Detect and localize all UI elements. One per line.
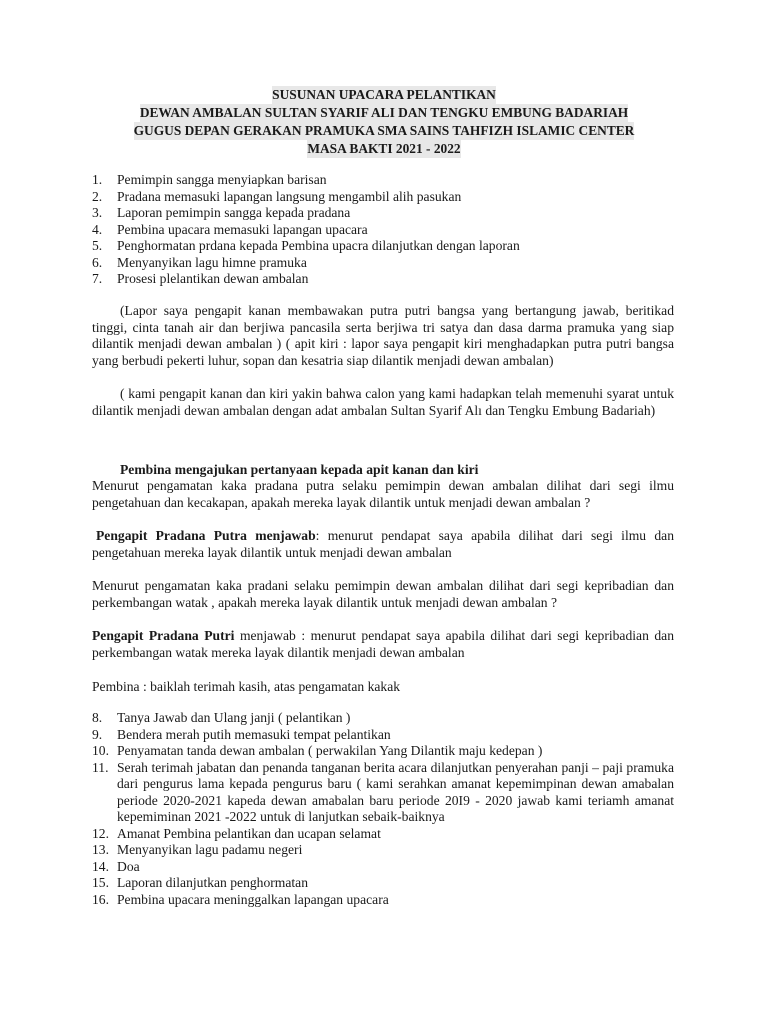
list-number: 6.	[92, 254, 103, 270]
list-item	[92, 727, 674, 744]
list-item	[92, 222, 674, 239]
list-text: Pembina upacara memasuki lapangan upacara	[117, 221, 368, 237]
list-number: 12.	[92, 825, 109, 841]
list-item	[92, 255, 674, 272]
title-line-1: SUSUNAN UPACARA PELANTIKAN	[272, 87, 496, 102]
answer-1	[92, 528, 674, 561]
ceremony-list-part-2	[92, 710, 674, 908]
list-number: 9.	[92, 726, 103, 742]
list-number: 4.	[92, 221, 103, 237]
answer-2-text: menjawab : menurut pendapat saya apabila dilihat dari segi kepribadian dan perkembangan watak mereka layak dilantik menjadi dewan ambalan	[92, 628, 675, 660]
question-heading: Pembina mengajukan pertanyaan kepada apit kanan dan kiri	[120, 462, 479, 477]
list-number: 2.	[92, 188, 103, 204]
list-item	[92, 826, 674, 843]
list-text: Tanya Jawab dan Ulang janji ( pelantikan )	[117, 710, 351, 725]
list-text: Pembina upacara meninggalkan lapangan upacara	[117, 891, 389, 907]
list-number: 5.	[92, 238, 103, 253]
list-number: 11.	[92, 759, 109, 775]
list-text: Penghormatan prdana kepada Pembina upacra dilanjutkan dengan laporan	[117, 238, 520, 253]
list-item	[92, 842, 674, 859]
list-text: Pemimpin sangga menyiapkan barisan	[117, 172, 327, 187]
list-text: Laporan pemimpin sangga kepada pradana	[117, 205, 351, 220]
list-number: 15.	[92, 875, 109, 890]
list-number: 16.	[92, 891, 109, 907]
list-number: 10.	[92, 743, 109, 758]
list-number: 3.	[92, 205, 103, 220]
list-number: 8.	[92, 710, 103, 725]
report-paragraph: (Lapor saya pengapit kanan membawakan putra putri bangsa yang bertangung jawab, beritikad tinggi, cinta tanah air dan berjiwa pancasila serta berjiwa tri satya dan dasa darma pramuka yang siap dilantik menjadi dewan ambalan ) ( apit kiri : lapor saya pengapit kiri menghadapkan putra putri bangsa yang berbudi pekerti luhur, sopan dan kesatria siap dilantik menjadi dewan ambalan)	[92, 303, 674, 368]
list-text: Bendera merah putih memasuki tempat pelantikan	[117, 726, 391, 742]
question-1: Menurut pengamatan kaka pradana putra selaku pemimpin dewan ambalan dilihat dari segi ilmu pengetahuan dan kecakapan, apakah mereka layak dilantik untuk menjadi dewan ambalan ?	[92, 478, 674, 510]
list-number: 14.	[92, 858, 109, 874]
list-item	[92, 743, 674, 760]
list-item	[92, 271, 674, 288]
list-item	[92, 875, 674, 892]
list-item	[92, 710, 674, 727]
confirmation-paragraph: ( kami pengapit kanan dan kiri yakin bahwa calon yang kami hadapkan telah memenuhi syarat untuk dilantik menjadi dewan ambalan dengan adat ambalan Sultan Syarif Alı dan Tengku Embung Badariah)	[92, 386, 674, 418]
list-text: Amanat Pembina pelantikan dan ucapan selamat	[117, 825, 381, 841]
document-title	[0, 86, 768, 158]
title-line-3: GUGUS DEPAN GERAKAN PRAMUKA SMA SAINS TAHFIZH ISLAMIC CENTER	[133, 123, 635, 138]
list-number: 7.	[92, 271, 103, 286]
pembina-closing: Pembina : baiklah terimah kasih, atas pengamatan kakak	[92, 679, 401, 694]
answer-1-label: Pengapit Pradana Putra menjawab	[96, 528, 316, 543]
list-item	[92, 859, 674, 876]
list-item	[92, 238, 674, 255]
title-line-4: MASA BAKTI 2021 - 2022	[307, 141, 461, 156]
list-item	[92, 892, 674, 909]
list-text: Serah terimah jabatan dan penanda tanganan berita acara dilanjutkan penyerahan panji – paji pramuka dari pengurus lama kepada pengurus baru ( kami serahkan amanat kepemimpinan dewan amabalan periode 2020-2021 kapeda dewan amabalan baru periode 20I9 - 2020 jawab kami teriamh amanat kepemiminan 2021 -2022 untuk di lanjutkan sebaik-baiknya	[117, 759, 674, 824]
answer-2-label: Pengapit Pradana Putri	[92, 628, 235, 643]
list-text: Pradana memasuki lapangan langsung mengambil alih pasukan	[117, 188, 462, 204]
list-text: Menyanyikan lagu padamu negeri	[117, 842, 303, 857]
list-item	[92, 760, 674, 826]
list-text: Prosesi plelantikan dewan ambalan	[117, 271, 309, 286]
answer-1-text: : menurut pendapat saya apabila dilihat dari segi ilmu dan pengetahuan mereka layak dilantik untuk menjadi dewan ambalan	[92, 528, 674, 560]
list-item	[92, 172, 674, 189]
list-text: Menyanyikan lagu himne pramuka	[117, 254, 307, 270]
question-2: Menurut pengamatan kaka pradani selaku pemimpin dewan ambalan dilihat dari segi kepribadian dan perkembangan watak , apakah mereka layak dilantik untuk menjadi dewan ambalan ?	[92, 578, 674, 610]
answer-2	[92, 628, 674, 661]
title-line-2: DEWAN AMBALAN SULTAN SYARIF ALI DAN TENGKU EMBUNG BADARIAH	[139, 105, 629, 120]
list-text: Laporan dilanjutkan penghormatan	[117, 875, 309, 890]
list-text: Penyamatan tanda dewan ambalan ( perwakilan Yang Dilantik maju kedepan )	[117, 743, 543, 758]
list-item	[92, 205, 674, 222]
list-number: 13.	[92, 842, 109, 857]
ceremony-list-part-1	[92, 172, 674, 288]
list-item	[92, 189, 674, 206]
list-text: Doa	[117, 858, 140, 874]
list-number: 1.	[92, 172, 103, 187]
